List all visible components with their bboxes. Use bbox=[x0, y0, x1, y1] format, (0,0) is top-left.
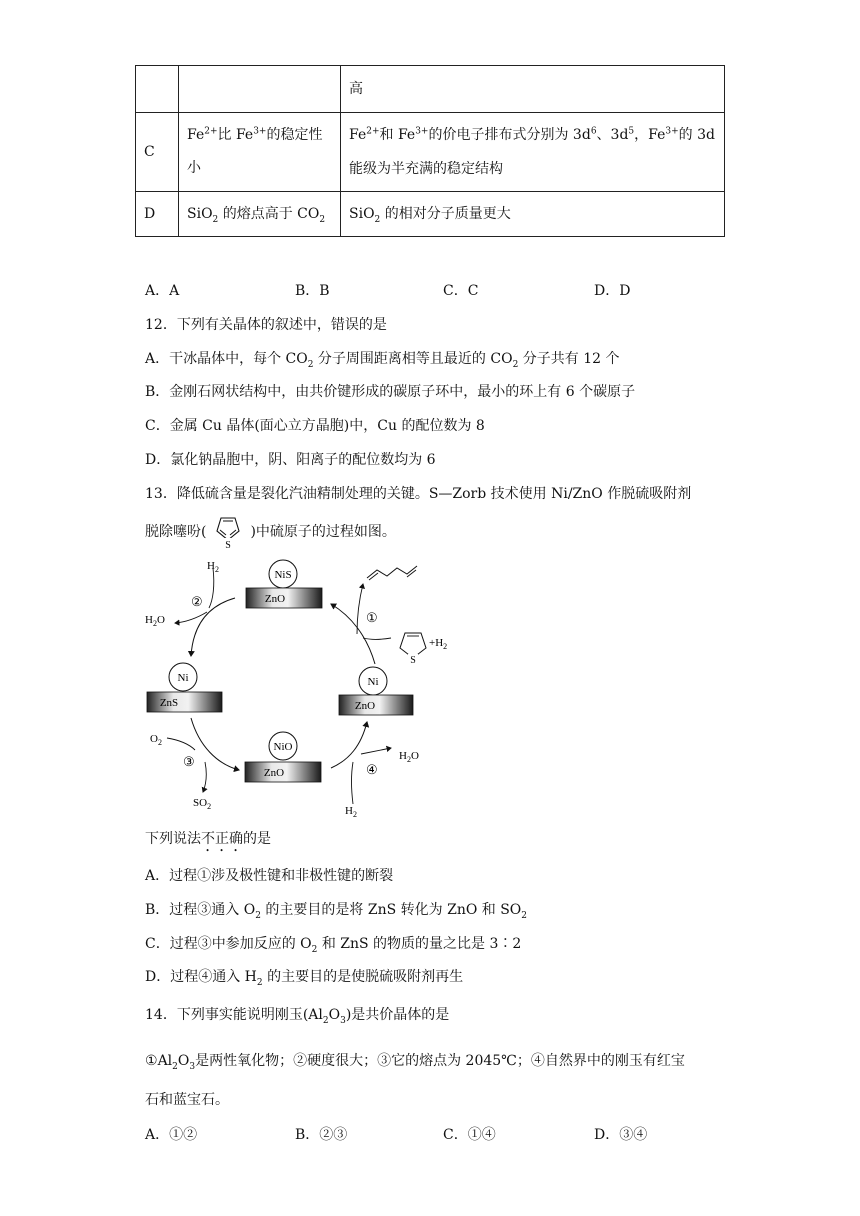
svg-text:Ni: Ni bbox=[177, 672, 189, 684]
o2-in-arrow bbox=[167, 738, 195, 750]
option-a: A．A bbox=[145, 283, 180, 299]
table-row bbox=[136, 192, 725, 237]
desulfurization-cycle-diagram bbox=[135, 556, 465, 818]
svg-text:NiO: NiO bbox=[273, 741, 293, 753]
q12-option-a: A．干冰晶体中，每个 $CO_2$ 分子周围距离相等且最近的 $CO_2$ 分子共有 12 个 bbox=[145, 351, 620, 370]
thiophene-icon bbox=[206, 514, 250, 550]
q13-option-a: A．过程①涉及极性键和非极性键的断裂 bbox=[145, 868, 394, 884]
svg-text:O2: $O_2$ bbox=[150, 733, 162, 747]
option-c: C．C bbox=[443, 283, 479, 299]
svg-text:S: S bbox=[410, 655, 416, 666]
svg-text:S: S bbox=[225, 540, 232, 550]
table-row bbox=[136, 113, 725, 192]
q12-option-d: D．氯化钠晶胞中，阴、阳离子的配位数均为 6 bbox=[145, 452, 436, 468]
svg-text:H2O: $H_2O$ bbox=[399, 750, 419, 764]
q14-facts-line1: $①Al_2O_3$是两性氧化物；②硬度很大；③它的熔点为 2045℃；④自然界中的刚玉有红宝 bbox=[145, 1053, 685, 1072]
option-a: A．①② bbox=[145, 1127, 198, 1143]
thiophene-in-arrow bbox=[363, 638, 391, 640]
station-bottom bbox=[245, 732, 321, 782]
q13-option-d: D．过程④通入 $H_2$ 的主要目的是使脱硫吸附剂再生 bbox=[145, 969, 464, 988]
q12-option-c: C．金属 Cu 晶体(面心立方晶胞)中，Cu 的配位数为 8 bbox=[145, 418, 485, 434]
q13-stem-line1: 13．降低硫含量是裂化汽油精制处理的关键。S—Zorb 技术使用 Ni/ZnO 作脱硫吸附剂 bbox=[145, 486, 692, 502]
table-row bbox=[136, 66, 725, 113]
svg-text:H2: $H_2$ bbox=[345, 805, 357, 818]
q14-options bbox=[145, 1124, 745, 1146]
reason-cell: SiO$_2$ 的相对分子质量更大 bbox=[341, 192, 725, 237]
svg-text:ZnS: ZnS bbox=[159, 697, 179, 709]
h2-in-arrow bbox=[209, 568, 214, 608]
svg-text:ZnO: ZnO bbox=[354, 700, 376, 712]
svg-text:+H2: $+H_2$ bbox=[429, 637, 448, 651]
butadiene-out-arrow bbox=[357, 584, 363, 634]
svg-text:H2: $H_2$ bbox=[207, 560, 219, 574]
so2-out-arrow bbox=[203, 762, 206, 792]
q14-facts-line2: 石和蓝宝石。 bbox=[145, 1092, 229, 1108]
table-cell bbox=[136, 66, 179, 113]
option-d: D．③④ bbox=[594, 1127, 648, 1143]
step-4-label: ④ bbox=[366, 762, 378, 777]
h2o-out-arrow-right bbox=[361, 748, 391, 754]
option-c: C．①④ bbox=[443, 1127, 496, 1143]
option-b: B．B bbox=[295, 283, 330, 299]
svg-text:Ni: Ni bbox=[367, 676, 379, 688]
svg-text:SO2: $SO_2$ bbox=[193, 797, 212, 811]
station-right bbox=[339, 667, 413, 715]
h2o-out-arrow bbox=[175, 612, 207, 623]
svg-text:ZnO: ZnO bbox=[264, 593, 286, 605]
q12-stem: 12．下列有关晶体的叙述中，错误的是 bbox=[145, 317, 387, 333]
h2-in-arrow-bottom bbox=[352, 762, 354, 804]
row-label: D bbox=[136, 192, 179, 237]
svg-text:H2O: $H_2O$ bbox=[145, 614, 165, 628]
claim-cell: $Fe^{2+}$比 $Fe^{3+}$的稳定性小 bbox=[179, 113, 341, 192]
table-cell: 高 bbox=[341, 66, 725, 113]
arrow-step-3 bbox=[191, 718, 239, 770]
q11-options bbox=[145, 280, 745, 302]
station-top bbox=[246, 560, 322, 608]
q13-option-b: B．过程③通入 $O_2$ 的主要目的是将 ZnS 转化为 ZnO 和 $SO_2$ bbox=[145, 902, 528, 921]
q13-question: 下列说法不正确的是 bbox=[145, 831, 271, 847]
q12-option-b: B．金刚石网状结构中，由共价键形成的碳原子环中，最小的环上有 6 个碳原子 bbox=[145, 384, 636, 400]
step-1-label: ① bbox=[366, 610, 378, 625]
option-d: D．D bbox=[594, 283, 631, 299]
step-3-label: ③ bbox=[183, 754, 195, 769]
row-label: C bbox=[136, 113, 179, 192]
svg-text:ZnO: ZnO bbox=[263, 767, 285, 779]
arrow-step-4 bbox=[331, 722, 367, 768]
q13-stem-line2: 脱除噻吩( S )中硫原子的过程如图。 bbox=[145, 514, 396, 550]
answer-table bbox=[135, 65, 725, 237]
table-cell bbox=[179, 66, 341, 113]
claim-cell: SiO$_2$ 的熔点高于 $CO_2$ bbox=[179, 192, 341, 237]
thiophene-icon bbox=[400, 633, 426, 666]
reason-cell: $Fe^{2+}$和 $Fe^{3+}$的价电子排布式分别为 $3d^6$、$3d^5$，$Fe^{3+}$的 3d 能级为半充满的稳定结构 bbox=[341, 113, 725, 192]
svg-text:NiS: NiS bbox=[274, 569, 292, 581]
q14-stem: 14．下列事实能说明刚玉$(Al_2O_3)$是共价晶体的是 bbox=[145, 1007, 450, 1026]
option-b: B．②③ bbox=[295, 1127, 348, 1143]
step-2-label: ② bbox=[191, 594, 203, 609]
q13-option-c: C．过程③中参加反应的 $O_2$ 和 ZnS 的物质的量之比是 3∶2 bbox=[145, 936, 522, 955]
station-left bbox=[147, 663, 222, 712]
